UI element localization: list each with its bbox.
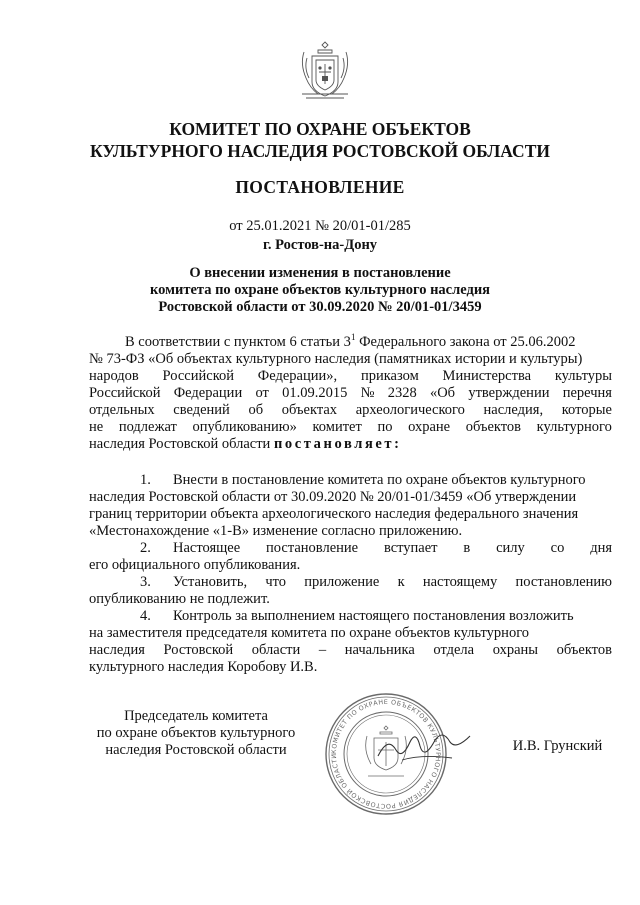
preamble-line4: Российской Федерации от 01.09.2015 № 2328 «Об утверждении перечня (89, 385, 612, 401)
item1-number: 1. (140, 472, 151, 488)
item1-line1: Внести в постановление комитета по охране объектов культурного (173, 472, 586, 488)
preamble-line2: № 73-ФЗ «Об объектах культурного наследия (памятниках истории и культуры) (89, 351, 583, 367)
item4-line4: культурного наследия Коробову И.В. (89, 659, 318, 675)
document-city: г. Ростов-на-Дону (262, 237, 378, 253)
handwritten-signature (372, 728, 482, 768)
item2-line2: его официального опубликования. (89, 557, 301, 573)
item1-line3: границ территории объекта археологического наследия федерального значения (89, 506, 579, 522)
item4-number: 4. (140, 608, 151, 624)
organization-name-line1: КОМИТЕТ ПО ОХРАНЕ ОБЪЕКТОВ (169, 119, 471, 139)
item4-line3: наследия Ростовской области – начальника отдела охраны объектов (89, 642, 612, 658)
item3-line2: опубликованию не подлежит. (89, 591, 270, 607)
item2-number: 2. (140, 540, 151, 556)
item3-line1: Установить, что приложение к настоящему постановлению (173, 574, 612, 590)
item4-line2: на заместителя председателя комитета по охране объектов культурного (89, 625, 530, 641)
document-date-number: от 25.01.2021 № 20/01-01/285 (229, 218, 411, 234)
preamble-line5: отдельных сведений об объектах археологического наследия, которые (89, 402, 612, 418)
document-type: ПОСТАНОВЛЕНИЕ (235, 177, 405, 197)
item1-line2: наследия Ростовской области от 30.09.2020 № 20/01-01/3459 «Об утверждении (89, 489, 577, 505)
subject-line1: О внесении изменения в постановление (189, 265, 451, 281)
signatory-title-line3: наследия Ростовской области (105, 742, 287, 758)
seal-ring-text: КОМИТЕТ ПО ОХРАНЕ ОБЪЕКТОВ КУЛЬТУРНОГО НАСЛЕДИЯ РОСТОВСКОЙ ОБЛАСТИ (329, 697, 443, 811)
preamble-line6: не подлежат опубликованию» комитет по охране объектов культурного (89, 419, 612, 435)
preamble-line3: народов Российской Федерации», приказом Министерства культуры (89, 368, 612, 384)
signatory-name: И.В. Грунский (512, 738, 603, 754)
organization-name-line2: КУЛЬТУРНОГО НАСЛЕДИЯ РОСТОВСКОЙ ОБЛАСТИ (90, 141, 550, 161)
preamble-line1: В соответствии с пунктом 6 статьи $3^1$ Федерального закона от 25.06.2002 (125, 332, 576, 350)
subject-line3: Ростовской области от 30.09.2020 № 20/01-01/3459 (158, 299, 482, 315)
item3-number: 3. (140, 574, 151, 590)
item1-line4: «Местонахождение «1-В» изменение согласно приложению. (89, 523, 463, 539)
preamble-line7: наследия Ростовской области постановляет: (89, 436, 402, 452)
coat-of-arms-emblem (298, 38, 352, 102)
resolves-keyword: постановляет: (273, 436, 402, 452)
signatory-title-line1: Председатель комитета (124, 708, 268, 724)
item4-line1: Контроль за выполнением настоящего постановления возложить (173, 608, 574, 624)
signatory-title-line2: по охране объектов культурного (96, 725, 296, 741)
subject-line2: комитета по охране объектов культурного наследия (149, 282, 491, 298)
item2-line1: Настоящее постановление вступает в силу со дня (173, 540, 612, 556)
